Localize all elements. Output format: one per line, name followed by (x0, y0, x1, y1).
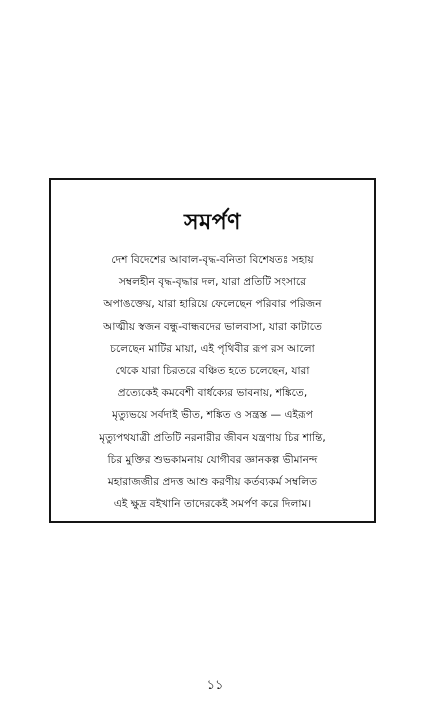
text-line: আত্মীয় স্বজন বন্ধু-বান্ধবদের ভালবাসা, যারা কাটাতে (103, 320, 322, 333)
dedication-title: সমর্পণ (184, 210, 241, 235)
text-line: চির মুক্তির শুভকামনায় যোগীবর জ্ঞানকল্প ভীমানন্দ (107, 453, 318, 466)
dedication-box (49, 178, 376, 523)
text-line: মৃত্যুভয়ে সর্বদাই ভীত, শঙ্কিত ও সন্ত্রস্ত — এইরূপ (112, 409, 313, 422)
text-line: অপাঙক্তেয়, যারা হারিয়ে ফেলেছেন পরিবার পরিজন (103, 298, 322, 311)
text-line: সম্বলহীন বৃদ্ধ-বৃদ্ধার দল, যারা প্রতিটি সংসারে (118, 276, 307, 289)
text-line: মৃত্যুপথযাত্রী প্রতিটি নরনারীর জীবন যন্ত্রণায় চির শান্তি, (99, 431, 326, 444)
text-line: এই ক্ষুদ্র বইখানি তাদেরকেই সমর্পণ করে দিলাম। (113, 498, 312, 511)
text-line: মহারাজজীর প্রদত্ত আশু করণীয় কর্তব্যকর্ম সম্বলিত (107, 476, 318, 489)
text-line: চলেছেন মাটির মায়া, এই পৃথিবীর রূপ রস আলো (110, 342, 315, 355)
dedication-text (51, 249, 374, 515)
text-line: প্রত্যেকেই কমবেশী বার্ধক্যের ভাবনায়, শঙ্কিতে, (117, 387, 308, 400)
text-line: দেশ বিদেশের আবাল-বৃদ্ধ-বনিতা বিশেষতঃ সহায় (111, 254, 314, 266)
text-line: থেকে যারা চিরতরে বঞ্চিত হতে চলেছেন, যারা (115, 365, 310, 378)
page-number: ১১ (206, 678, 224, 693)
